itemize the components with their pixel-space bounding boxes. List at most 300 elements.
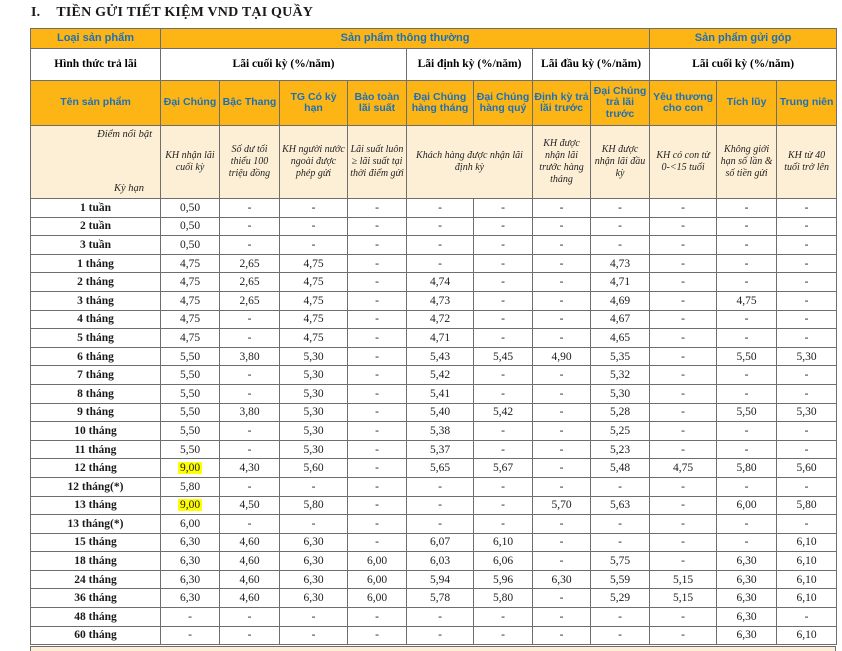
section-title-text: TIỀN GỬI TIẾT KIỆM VND TẠI QUẦY xyxy=(56,5,314,20)
rate-cell: - xyxy=(474,217,533,236)
rate-cell: - xyxy=(474,440,533,459)
rate-cell: - xyxy=(591,477,650,496)
rate-cell: - xyxy=(161,626,220,645)
rate-cell: - xyxy=(591,626,650,645)
rate-cell: 5,50 xyxy=(161,347,220,366)
rate-cell: 5,80 xyxy=(474,589,533,608)
rate-cell: 4,72 xyxy=(407,310,474,329)
rate-cell: 2,65 xyxy=(220,291,280,310)
feature-note: KH có con từ 0-<15 tuổi xyxy=(650,126,717,199)
rate-cell: - xyxy=(474,477,533,496)
term-cell: 10 tháng xyxy=(31,422,161,441)
rate-cell: 0,50 xyxy=(161,217,220,236)
feature-note: KH từ 40 tuổi trở lên xyxy=(777,126,837,199)
rate-cell: - xyxy=(474,199,533,218)
rate-cell: 5,50 xyxy=(161,440,220,459)
term-cell: 2 tuần xyxy=(31,217,161,236)
rate-cell: - xyxy=(533,626,591,645)
rate-cell xyxy=(161,496,220,515)
rate-cell: 5,50 xyxy=(161,384,220,403)
table-row xyxy=(31,626,837,645)
rate-cell: 6,00 xyxy=(348,589,407,608)
rate-cell: - xyxy=(777,440,837,459)
rate-cell: - xyxy=(348,515,407,534)
rate-cell: - xyxy=(220,626,280,645)
header-product: Đại Chúng trả lãi trước xyxy=(591,81,650,126)
rate-cell: - xyxy=(650,217,717,236)
rate-cell: 4,73 xyxy=(591,254,650,273)
rate-cell: 2,65 xyxy=(220,273,280,292)
term-cell: 1 tuần xyxy=(31,199,161,218)
term-cell: 9 tháng xyxy=(31,403,161,422)
rate-cell: 5,43 xyxy=(407,347,474,366)
rate-cell: - xyxy=(533,440,591,459)
header-row-product-names xyxy=(31,81,837,126)
rate-cell: - xyxy=(474,608,533,627)
header-product-type-label: Loại sản phẩm xyxy=(31,29,161,49)
rate-cell: - xyxy=(533,291,591,310)
header-product: Yêu thương cho con xyxy=(650,81,717,126)
rate-cell: - xyxy=(650,273,717,292)
table-row xyxy=(31,291,837,310)
rate-cell: - xyxy=(533,329,591,348)
term-cell: 15 tháng xyxy=(31,533,161,552)
rate-cell: 5,35 xyxy=(591,347,650,366)
features-row xyxy=(31,126,837,199)
term-cell: 13 tháng xyxy=(31,496,161,515)
rate-cell: - xyxy=(650,366,717,385)
header-payment-form-label: Hình thức trả lãi xyxy=(31,49,161,81)
rate-cell: 4,75 xyxy=(161,310,220,329)
rate-cell xyxy=(161,459,220,478)
rate-cell: - xyxy=(280,217,348,236)
rate-cell: 0,50 xyxy=(161,236,220,255)
rate-cell: 5,30 xyxy=(777,403,837,422)
rate-cell: - xyxy=(777,329,837,348)
rate-cell: 5,29 xyxy=(591,589,650,608)
table-row xyxy=(31,440,837,459)
rate-cell: - xyxy=(650,384,717,403)
rate-cell: - xyxy=(280,236,348,255)
rate-cell: - xyxy=(348,347,407,366)
rate-cell: 4,75 xyxy=(280,329,348,348)
rate-cell: - xyxy=(717,236,777,255)
rate-cell: - xyxy=(650,236,717,255)
rate-cell: 4,60 xyxy=(220,552,280,571)
rate-cell: 6,10 xyxy=(777,552,837,571)
header-product: Bậc Thang xyxy=(220,81,280,126)
rates-table xyxy=(30,28,837,645)
rate-cell: - xyxy=(220,477,280,496)
rate-cell: 5,50 xyxy=(161,403,220,422)
rate-cell: 6,10 xyxy=(777,570,837,589)
table-row xyxy=(31,515,837,534)
rate-cell: 6,30 xyxy=(717,626,777,645)
table-row xyxy=(31,273,837,292)
rate-cell: 5,50 xyxy=(717,403,777,422)
rate-cell: - xyxy=(717,440,777,459)
term-cell: 36 tháng xyxy=(31,589,161,608)
rate-cell: - xyxy=(220,217,280,236)
rate-cell: - xyxy=(348,422,407,441)
rate-rows xyxy=(31,199,837,645)
rate-cell: - xyxy=(220,608,280,627)
rate-cell: 5,50 xyxy=(161,366,220,385)
term-cell: 60 tháng xyxy=(31,626,161,645)
rate-cell: 5,96 xyxy=(474,570,533,589)
rate-cell: - xyxy=(348,496,407,515)
rate-cell: 5,59 xyxy=(591,570,650,589)
rate-cell: - xyxy=(280,626,348,645)
table-row xyxy=(31,310,837,329)
header-row-payment-form xyxy=(31,49,837,81)
rate-cell: 4,65 xyxy=(591,329,650,348)
rate-cell: - xyxy=(220,199,280,218)
feature-note: KH được nhận lãi trước hàng tháng xyxy=(533,126,591,199)
rate-cell: - xyxy=(220,422,280,441)
page-title xyxy=(31,5,313,21)
rate-cell: 5,30 xyxy=(280,403,348,422)
highlighted-rate: 9,00 xyxy=(179,462,201,475)
header-product: Đại Chúng hàng tháng xyxy=(407,81,474,126)
section-numeral: I. xyxy=(31,5,41,20)
rate-cell: - xyxy=(407,477,474,496)
rate-cell: 6,30 xyxy=(280,570,348,589)
rate-cell: - xyxy=(348,366,407,385)
rate-cell: 5,50 xyxy=(717,347,777,366)
header-product: Tích lũy xyxy=(717,81,777,126)
rate-cell: 5,75 xyxy=(591,552,650,571)
header-product-name-label: Tên sản phẩm xyxy=(31,81,161,126)
rate-cell: - xyxy=(220,384,280,403)
table-row xyxy=(31,496,837,515)
rate-cell: - xyxy=(650,496,717,515)
rate-cell: - xyxy=(533,477,591,496)
rate-cell: 5,80 xyxy=(280,496,348,515)
rate-cell: 4,74 xyxy=(407,273,474,292)
header-product: TG Có kỳ hạn xyxy=(280,81,348,126)
rate-cell: 5,30 xyxy=(280,347,348,366)
rate-cell: - xyxy=(533,199,591,218)
term-cell: 12 tháng xyxy=(31,459,161,478)
rate-cell: 6,30 xyxy=(280,533,348,552)
rate-cell: - xyxy=(777,515,837,534)
rate-cell: 4,67 xyxy=(591,310,650,329)
feature-note: Lãi suất luôn ≥ lãi suất tại thời điểm gửi xyxy=(348,126,407,199)
table-row xyxy=(31,347,837,366)
term-cell: 3 tháng xyxy=(31,291,161,310)
rate-cell: 4,60 xyxy=(220,570,280,589)
rate-cell: 4,71 xyxy=(591,273,650,292)
rate-cell: 5,37 xyxy=(407,440,474,459)
rate-cell: 5,15 xyxy=(650,570,717,589)
rate-cell: 3,80 xyxy=(220,403,280,422)
header-product: Định kỳ trả lãi trước xyxy=(533,81,591,126)
rate-cell: - xyxy=(407,515,474,534)
rate-cell: - xyxy=(474,254,533,273)
feature-note: KH nhận lãi cuối kỳ xyxy=(161,126,220,199)
footnote-row-partial xyxy=(30,646,836,651)
rate-cell: - xyxy=(220,515,280,534)
rate-cell: 5,65 xyxy=(407,459,474,478)
rate-cell: - xyxy=(777,291,837,310)
rate-cell: - xyxy=(717,366,777,385)
feature-note: KH được nhận lãi đầu kỳ xyxy=(591,126,650,199)
rate-cell: - xyxy=(777,273,837,292)
rate-cell: - xyxy=(777,422,837,441)
table-row xyxy=(31,384,837,403)
rate-cell: - xyxy=(533,533,591,552)
rate-cell: 5,30 xyxy=(777,347,837,366)
rate-cell: - xyxy=(717,217,777,236)
rate-cell: 5,23 xyxy=(591,440,650,459)
rate-cell: - xyxy=(474,626,533,645)
rate-cell: - xyxy=(220,236,280,255)
rate-cell: - xyxy=(161,608,220,627)
term-cell: 13 tháng(*) xyxy=(31,515,161,534)
rate-cell: - xyxy=(777,608,837,627)
term-cell: 12 tháng(*) xyxy=(31,477,161,496)
rate-cell: 5,45 xyxy=(474,347,533,366)
rate-cell: - xyxy=(348,533,407,552)
rate-cell: - xyxy=(348,199,407,218)
rate-cell: - xyxy=(407,626,474,645)
feature-note: Khách hàng được nhận lãi định kỳ xyxy=(407,126,533,199)
rate-cell: - xyxy=(348,273,407,292)
table-row xyxy=(31,199,837,218)
rate-cell: 5,32 xyxy=(591,366,650,385)
rate-cell: - xyxy=(533,459,591,478)
rate-cell: - xyxy=(533,366,591,385)
rate-cell: 4,75 xyxy=(650,459,717,478)
rate-cell: - xyxy=(650,347,717,366)
rate-cell: 4,75 xyxy=(280,310,348,329)
rate-cell: 4,71 xyxy=(407,329,474,348)
rate-cell: - xyxy=(348,329,407,348)
rate-cell: - xyxy=(777,217,837,236)
rate-cell: - xyxy=(650,291,717,310)
header-interest-upfront: Lãi đầu kỳ (%/năm) xyxy=(533,49,650,81)
rate-cell: 6,30 xyxy=(717,570,777,589)
rate-cell: 5,41 xyxy=(407,384,474,403)
header-standard-products-group: Sản phẩm thông thường xyxy=(161,29,650,49)
term-cell: 11 tháng xyxy=(31,440,161,459)
feature-note: KH người nước ngoài được phép gửi xyxy=(280,126,348,199)
rate-cell: - xyxy=(407,496,474,515)
rate-cell: 5,28 xyxy=(591,403,650,422)
rate-cell: 6,30 xyxy=(717,589,777,608)
rate-cell: 5,80 xyxy=(777,496,837,515)
rate-cell: - xyxy=(348,291,407,310)
rate-cell: 6,30 xyxy=(161,570,220,589)
rate-cell: - xyxy=(717,254,777,273)
rate-cell: 6,30 xyxy=(161,552,220,571)
rate-cell: 6,00 xyxy=(348,570,407,589)
rate-cell: 6,30 xyxy=(280,552,348,571)
rate-cell: 6,00 xyxy=(348,552,407,571)
rate-cell: - xyxy=(777,254,837,273)
rate-cell: - xyxy=(533,608,591,627)
rate-cell: - xyxy=(533,422,591,441)
rate-cell: - xyxy=(650,199,717,218)
rate-cell: 4,75 xyxy=(161,291,220,310)
rate-cell: 4,30 xyxy=(220,459,280,478)
rate-cell: 5,30 xyxy=(591,384,650,403)
rate-cell: - xyxy=(533,384,591,403)
rate-cell: 5,63 xyxy=(591,496,650,515)
rate-cell: - xyxy=(650,515,717,534)
rate-cell: - xyxy=(591,236,650,255)
rate-cell: 4,75 xyxy=(161,329,220,348)
rate-cell: 5,70 xyxy=(533,496,591,515)
rate-cell: 5,67 xyxy=(474,459,533,478)
rate-cell: 6,03 xyxy=(407,552,474,571)
table-row xyxy=(31,236,837,255)
rate-cell: 5,78 xyxy=(407,589,474,608)
header-product: Đại Chúng hàng quý xyxy=(474,81,533,126)
rate-cell: - xyxy=(717,273,777,292)
rate-cell: - xyxy=(220,310,280,329)
rate-cell: - xyxy=(280,199,348,218)
rate-cell: - xyxy=(474,310,533,329)
rate-cell: 5,38 xyxy=(407,422,474,441)
rate-cell: 5,94 xyxy=(407,570,474,589)
rate-cell: - xyxy=(777,199,837,218)
rate-cell: 4,75 xyxy=(280,254,348,273)
rate-cell: - xyxy=(591,533,650,552)
rate-cell: 2,65 xyxy=(220,254,280,273)
rate-cell: 4,69 xyxy=(591,291,650,310)
rate-cell: 6,30 xyxy=(161,589,220,608)
table-row xyxy=(31,254,837,273)
rate-cell: 0,50 xyxy=(161,199,220,218)
table-row xyxy=(31,217,837,236)
rate-cell: - xyxy=(717,422,777,441)
rate-cell: - xyxy=(407,236,474,255)
rate-cell: 5,40 xyxy=(407,403,474,422)
rate-cell: - xyxy=(650,329,717,348)
header-product: Bảo toàn lãi suất xyxy=(348,81,407,126)
rate-cell: 4,75 xyxy=(280,291,348,310)
rate-cell: 4,75 xyxy=(161,273,220,292)
rate-cell: 5,30 xyxy=(280,440,348,459)
feature-note: Số dư tối thiểu 100 triệu đồng xyxy=(220,126,280,199)
rate-cell: - xyxy=(650,477,717,496)
rate-cell: - xyxy=(348,310,407,329)
rate-cell: - xyxy=(533,552,591,571)
rate-cell: - xyxy=(533,217,591,236)
rate-cell: 3,80 xyxy=(220,347,280,366)
rate-cell: - xyxy=(717,310,777,329)
rate-cell: 5,50 xyxy=(161,422,220,441)
diagonal-header-cell xyxy=(31,126,161,199)
table-row xyxy=(31,403,837,422)
rate-cell: - xyxy=(591,608,650,627)
rate-cell: - xyxy=(474,496,533,515)
rate-cell: - xyxy=(533,403,591,422)
table-row xyxy=(31,477,837,496)
rate-cell: - xyxy=(591,217,650,236)
rate-cell: - xyxy=(650,254,717,273)
rate-cell: - xyxy=(777,310,837,329)
table-row xyxy=(31,608,837,627)
rate-cell: - xyxy=(348,477,407,496)
rate-cell: 5,42 xyxy=(474,403,533,422)
rate-cell: - xyxy=(280,608,348,627)
header-interest-end-of-term: Lãi cuối kỳ (%/năm) xyxy=(161,49,407,81)
header-interest-end-of-term-installment: Lãi cuối kỳ (%/năm) xyxy=(650,49,837,81)
term-cell: 24 tháng xyxy=(31,570,161,589)
rate-cell: 5,42 xyxy=(407,366,474,385)
rate-cell: - xyxy=(474,236,533,255)
rate-cell: - xyxy=(533,254,591,273)
rate-cell: - xyxy=(348,608,407,627)
rate-cell: 4,60 xyxy=(220,589,280,608)
rate-cell: 4,75 xyxy=(717,291,777,310)
rate-cell: 4,60 xyxy=(220,533,280,552)
rate-cell: - xyxy=(348,384,407,403)
table-row xyxy=(31,533,837,552)
rate-cell: - xyxy=(650,626,717,645)
rate-cell: - xyxy=(474,329,533,348)
rate-cell: - xyxy=(717,329,777,348)
header-product: Trung niên xyxy=(777,81,837,126)
highlighted-rate: 9,00 xyxy=(179,499,201,512)
rate-cell: - xyxy=(650,422,717,441)
rate-cell: - xyxy=(474,422,533,441)
table-row xyxy=(31,589,837,608)
feature-note: Không giới hạn số lần & số tiền gửi xyxy=(717,126,777,199)
rate-cell: 6,10 xyxy=(777,626,837,645)
rate-cell: 6,30 xyxy=(533,570,591,589)
rate-cell: 5,25 xyxy=(591,422,650,441)
rate-cell: - xyxy=(777,236,837,255)
rate-cell: - xyxy=(474,273,533,292)
table-row xyxy=(31,366,837,385)
highlights-label: Điểm nổi bật xyxy=(97,129,152,140)
rate-cell: - xyxy=(407,199,474,218)
rate-cell: 4,75 xyxy=(161,254,220,273)
header-row-product-type xyxy=(31,29,837,49)
rate-cell: - xyxy=(717,533,777,552)
rate-cell: 5,30 xyxy=(280,366,348,385)
table-row xyxy=(31,459,837,478)
rate-cell: - xyxy=(220,366,280,385)
rate-cell: - xyxy=(348,440,407,459)
table-row xyxy=(31,552,837,571)
rate-cell: - xyxy=(650,533,717,552)
rate-cell: - xyxy=(533,589,591,608)
rate-cell: - xyxy=(650,552,717,571)
rate-cell: - xyxy=(407,608,474,627)
rate-cell: - xyxy=(777,477,837,496)
table-row xyxy=(31,570,837,589)
rate-cell: - xyxy=(650,310,717,329)
rate-cell: 5,30 xyxy=(280,422,348,441)
rate-cell: 4,75 xyxy=(280,273,348,292)
rate-cell: 6,10 xyxy=(474,533,533,552)
rate-cell: 4,90 xyxy=(533,347,591,366)
rate-cell: 6,00 xyxy=(161,515,220,534)
rate-cell: - xyxy=(280,477,348,496)
rate-cell: - xyxy=(650,608,717,627)
rate-cell: - xyxy=(591,199,650,218)
term-cell: 5 tháng xyxy=(31,329,161,348)
header-product: Đại Chúng xyxy=(161,81,220,126)
rate-cell: - xyxy=(474,366,533,385)
rate-cell: - xyxy=(777,366,837,385)
rate-cell: 5,80 xyxy=(161,477,220,496)
